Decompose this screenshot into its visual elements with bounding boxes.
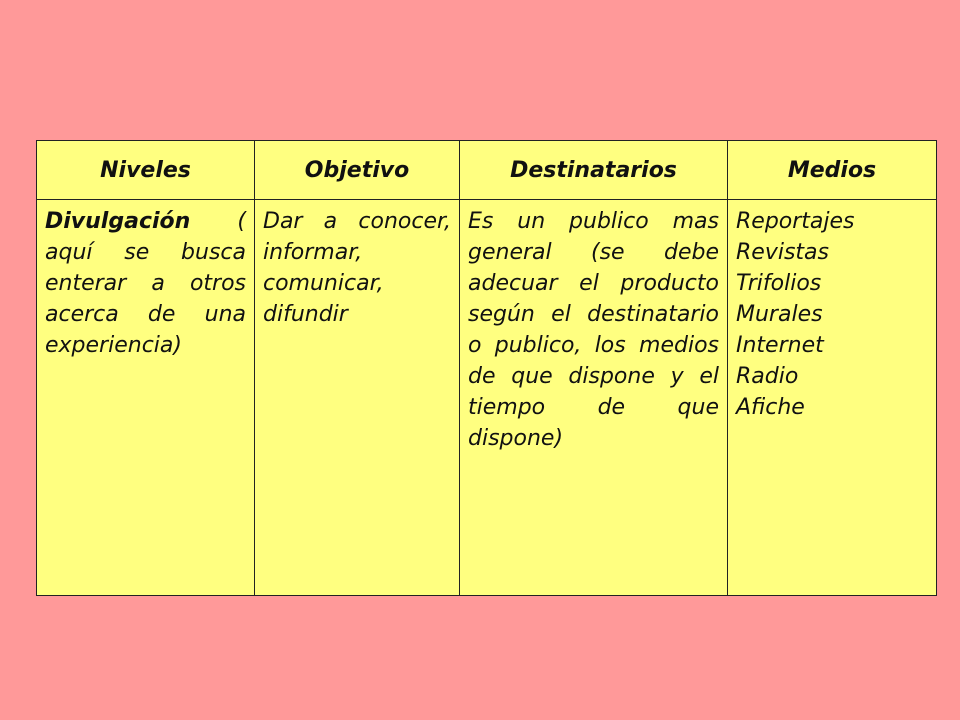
header-niveles: Niveles xyxy=(37,141,255,200)
nivel-description: ( aquí se busca enterar a otros acerca de una experiencia) xyxy=(45,209,246,358)
header-medios: Medios xyxy=(728,141,937,200)
medio-item: Afiche xyxy=(736,395,805,420)
medio-item: Murales xyxy=(736,302,823,327)
cell-nivel xyxy=(37,200,255,596)
cell-objetivo: Dar a conocer, informar, comunicar, difundir xyxy=(255,200,460,596)
medio-item: Radio xyxy=(736,364,799,389)
nivel-name: Divulgación xyxy=(45,209,191,234)
medio-item: Trifolios xyxy=(736,271,822,296)
header-row xyxy=(37,141,937,200)
header-objetivo: Objetivo xyxy=(255,141,460,200)
levels-table xyxy=(36,140,937,596)
medio-item: Revistas xyxy=(736,240,829,265)
cell-medios xyxy=(728,200,937,596)
medio-item: Reportajes xyxy=(736,209,855,234)
cell-destinatarios: Es un publico mas general (se debe adecuar el producto según el destinatario o publico, los medios de que dispone y el tiempo de que dispone) xyxy=(460,200,728,596)
table-row xyxy=(37,200,937,596)
medio-item: Internet xyxy=(736,333,824,358)
header-destinatarios: Destinatarios xyxy=(460,141,728,200)
